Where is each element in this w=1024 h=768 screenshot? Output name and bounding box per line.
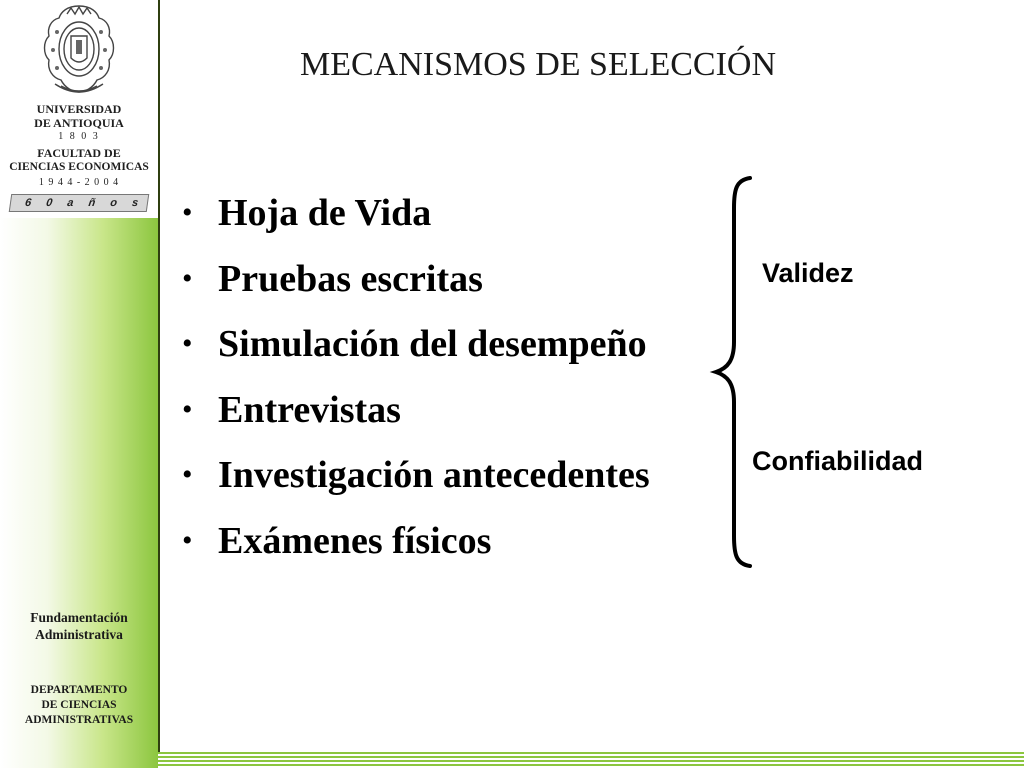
list-item-text: Entrevistas xyxy=(218,388,401,431)
footer-stripes xyxy=(158,752,1024,768)
university-seal-logo xyxy=(37,2,121,100)
sidebar-gradient-panel xyxy=(0,218,158,768)
department-line3: ADMINISTRATIVAS xyxy=(24,714,134,726)
sidebar-header xyxy=(0,0,158,218)
university-name-line1: UNIVERSIDAD xyxy=(36,102,122,116)
bullet-marker: • xyxy=(182,327,193,360)
bullet-list xyxy=(182,186,650,579)
anniversary-band xyxy=(0,194,158,212)
bullet-marker: • xyxy=(182,196,193,229)
slide-title: MECANISMOS DE SELECCIÓN xyxy=(300,46,777,83)
list-item xyxy=(182,317,650,383)
list-item xyxy=(182,514,650,580)
bullet-marker: • xyxy=(182,523,193,557)
list-item-text: Hoja de Vida xyxy=(218,192,432,234)
founding-year: 1 8 0 3 xyxy=(58,131,100,142)
department-line2: DE CIENCIAS xyxy=(41,699,117,711)
validity-label: Validez xyxy=(762,258,854,288)
reliability-label: Confiabilidad xyxy=(752,446,923,476)
sidebar xyxy=(0,0,160,768)
list-item-text: Simulación del desempeño xyxy=(218,323,647,365)
bullet-marker: • xyxy=(182,261,193,295)
bullet-marker: • xyxy=(182,458,193,491)
list-item-text: Pruebas escritas xyxy=(218,257,483,300)
university-name-line2: DE ANTIOQUIA xyxy=(34,116,124,130)
list-item xyxy=(182,383,650,449)
faculty-name-line1: FACULTAD DE xyxy=(37,146,121,160)
course-name-line2: Administrativa xyxy=(35,627,123,642)
faculty-period: 1 9 4 4 - 2 0 0 4 xyxy=(38,177,120,188)
department-line1: DEPARTAMENTO xyxy=(30,684,128,696)
curly-brace xyxy=(708,174,758,570)
faculty-name-line2: CIENCIAS ECONOMICAS xyxy=(9,161,149,173)
list-item-text: Exámenes físicos xyxy=(218,519,492,562)
bullet-marker: • xyxy=(182,392,193,426)
list-item-text: Investigación antecedentes xyxy=(218,454,650,496)
list-item xyxy=(182,448,650,514)
list-item xyxy=(182,186,650,252)
list-item xyxy=(182,252,650,318)
course-name-line1: Fundamentación xyxy=(30,610,128,625)
anniversary-text: 6 0 a ñ o s xyxy=(9,194,150,212)
